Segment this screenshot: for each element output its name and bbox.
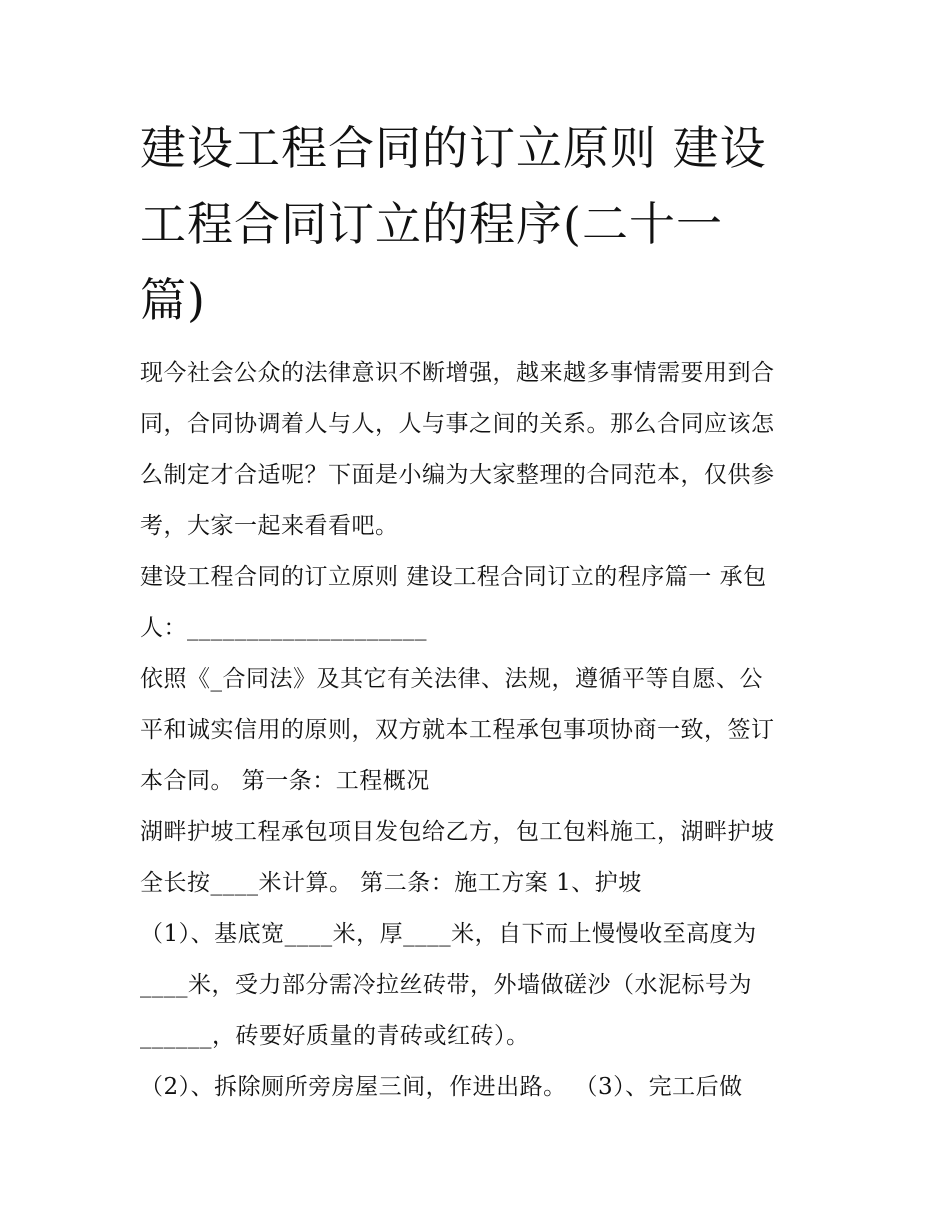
intro-line-4: 考，大家一起来看看吧。 <box>140 513 399 539</box>
plan-line-3: ______，砖要好质量的青砖或红砖）。 <box>140 1023 530 1049</box>
article-one-line: 本合同。 第一条：工程概况 <box>140 768 430 794</box>
title-line-1: 建设工程合同的订立原则 建设 <box>140 121 767 175</box>
title-line-3: 篇) <box>140 273 206 327</box>
intro-line-3: 么制定才合适呢？下面是小编为大家整理的合同范本，仅供参 <box>140 462 775 488</box>
document-page <box>140 110 820 1113</box>
plan-line-2: ____米，受力部分需冷拉丝砖带，外墙做磋沙（水泥标号为 <box>140 972 752 998</box>
plan-line-1: （1）、基底宽____米，厚____米，自下而上慢慢收至高度为 <box>140 921 757 947</box>
intro-line-1: 现今社会公众的法律意识不断增强，越来越多事情需要用到合 <box>140 360 775 386</box>
contractor-line: 人：____________________ <box>140 615 427 641</box>
overview-line-2: 全长按____米计算。 第二条：施工方案 1、护坡 <box>140 870 642 896</box>
preamble-line-1: 依照《_合同法》及其它有关法律、法规，遵循平等自愿、公 <box>140 666 763 692</box>
preamble-line-2: 平和诚实信用的原则，双方就本工程承包事项协商一致，签订 <box>140 717 775 743</box>
plan-line-4: （2）、拆除厕所旁房屋三间，作进出路。 （3）、完工后做 <box>140 1074 743 1100</box>
section-heading-line-1: 建设工程合同的订立原则 建设工程合同订立的程序篇一 承包 <box>140 564 767 590</box>
document-title <box>140 110 820 338</box>
document-body <box>140 348 820 1113</box>
overview-line-1: 湖畔护坡工程承包项目发包给乙方，包工包料施工，湖畔护坡 <box>140 819 775 845</box>
title-line-2: 工程合同订立的程序(二十一 <box>140 197 723 251</box>
intro-line-2: 同，合同协调着人与人，人与事之间的关系。那么合同应该怎 <box>140 411 775 437</box>
